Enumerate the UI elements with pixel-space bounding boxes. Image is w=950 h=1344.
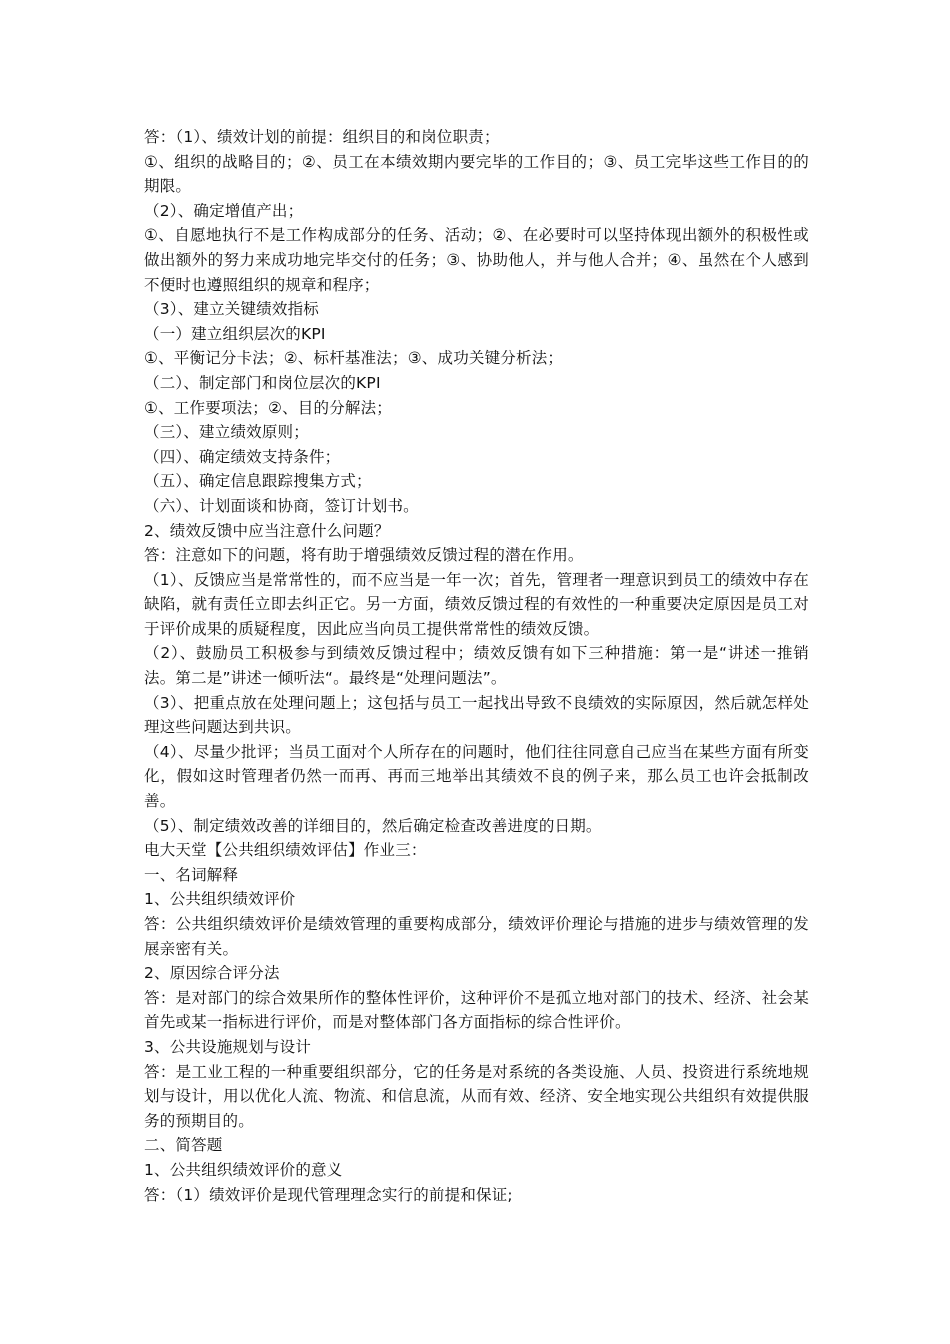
paragraph: ①、自愿地执行不是工作构成部分的任务、活动；②、在必要时可以坚持体现出额外的积极性或做出额外的努力来成功地完毕交付的任务；③、协助他人，并与他人合并；④、虽然在个人感到不便时也遵照组织的规章和程序； — [144, 226, 809, 294]
section-title: 电大天堂【公共组织绩效评估】作业三： — [144, 841, 427, 860]
paragraph: （四）、确定绩效支持条件； — [144, 447, 341, 466]
document-body — [144, 125, 809, 1207]
paragraph: （五）、确定信息跟踪搜集方式； — [144, 472, 372, 491]
paragraph: 答：（1）绩效评价是现代管理理念实行的前提和保证; — [144, 1185, 513, 1204]
term-heading: 1、公共组织绩效评价 — [144, 890, 296, 909]
paragraph: ①、组织的战略目的；②、员工在本绩效期内要完毕的工作目的；③、员工完毕这些工作目的的期限。 — [144, 152, 809, 196]
term-heading: 3、公共设施规划与设计 — [144, 1037, 312, 1056]
paragraph: （3）、把重点放在处理问题上；这包括与员工一起找出导致不良绩效的实际原因，然后就怎样处理这些问题达到共识。 — [144, 693, 809, 737]
paragraph: 答：是对部门的综合效果所作的整体性评价，这种评价不是孤立地对部门的技术、经济、社会某首先或某一指标进行评价，而是对整体部门各方面指标的综合性评价。 — [144, 988, 809, 1032]
question-heading: 1、公共组织绩效评价的意义 — [144, 1160, 343, 1179]
paragraph: （一）建立组织层次的KPI — [144, 324, 326, 343]
paragraph: （4）、尽量少批评；当员工面对个人所存在的问题时，他们往往同意自己应当在某些方面有所变化，假如这时管理者仍然一而再、再而三地举出其绩效不良的例子来，那么员工也许会抵制改善。 — [144, 742, 809, 811]
paragraph: （六）、计划面谈和协商，签订计划书。 — [144, 496, 419, 515]
paragraph: （3）、建立关键绩效指标 — [144, 300, 320, 319]
paragraph: （5）、制定绩效改善的详细目的，然后确定检查改善进度的日期。 — [144, 816, 602, 835]
paragraph: ①、平衡记分卡法；②、标杆基准法；③、成功关键分析法； — [144, 349, 564, 368]
term-heading: 2、原因综合评分法 — [144, 964, 280, 983]
section-heading: 一、名词解释 — [144, 865, 239, 884]
question-heading: 2、绩效反馈中应当注意什么问题？ — [144, 521, 390, 540]
paragraph: 答：注意如下的问题，将有助于增强绩效反馈过程的潜在作用。 — [144, 546, 584, 565]
paragraph: （2）、确定增值产出； — [144, 201, 304, 220]
paragraph: 答：（1）、绩效计划的前提：组织目的和岗位职责； — [144, 128, 500, 146]
paragraph: 答：公共组织绩效评价是绩效管理的重要构成部分，绩效评价理论与措施的进步与绩效管理的发展亲密有关。 — [144, 915, 809, 958]
paragraph: （2）、鼓励员工积极参与到绩效反馈过程中；绩效反馈有如下三种措施：第一是“讲述一推销法。第二是”讲述一倾听法“。最终是“处理问题法”。 — [144, 644, 809, 688]
section-heading: 二、简答题 — [144, 1136, 223, 1155]
paragraph: ①、工作要项法；②、目的分解法； — [144, 398, 392, 417]
paragraph: （三）、建立绩效原则； — [144, 423, 309, 442]
paragraph: 答：是工业工程的一种重要组织部分，它的任务是对系统的各类设施、人员、投资进行系统地规划与设计，用以优化人流、物流、和信息流，从而有效、经济、安全地实现公共组织有效提供服务的预期目的。 — [144, 1062, 809, 1130]
paragraph: （1）、反馈应当是常常性的，而不应当是一年一次；首先，管理者一理意识到员工的绩效中存在缺陷，就有责任立即去纠正它。另一方面，绩效反馈过程的有效性的一种重要决定原因是员工对于评价成果的质疑程度，因此应当向员工提供常常性的绩效反馈。 — [144, 570, 809, 638]
paragraph: （二）、制定部门和岗位层次的KPI — [144, 373, 381, 392]
